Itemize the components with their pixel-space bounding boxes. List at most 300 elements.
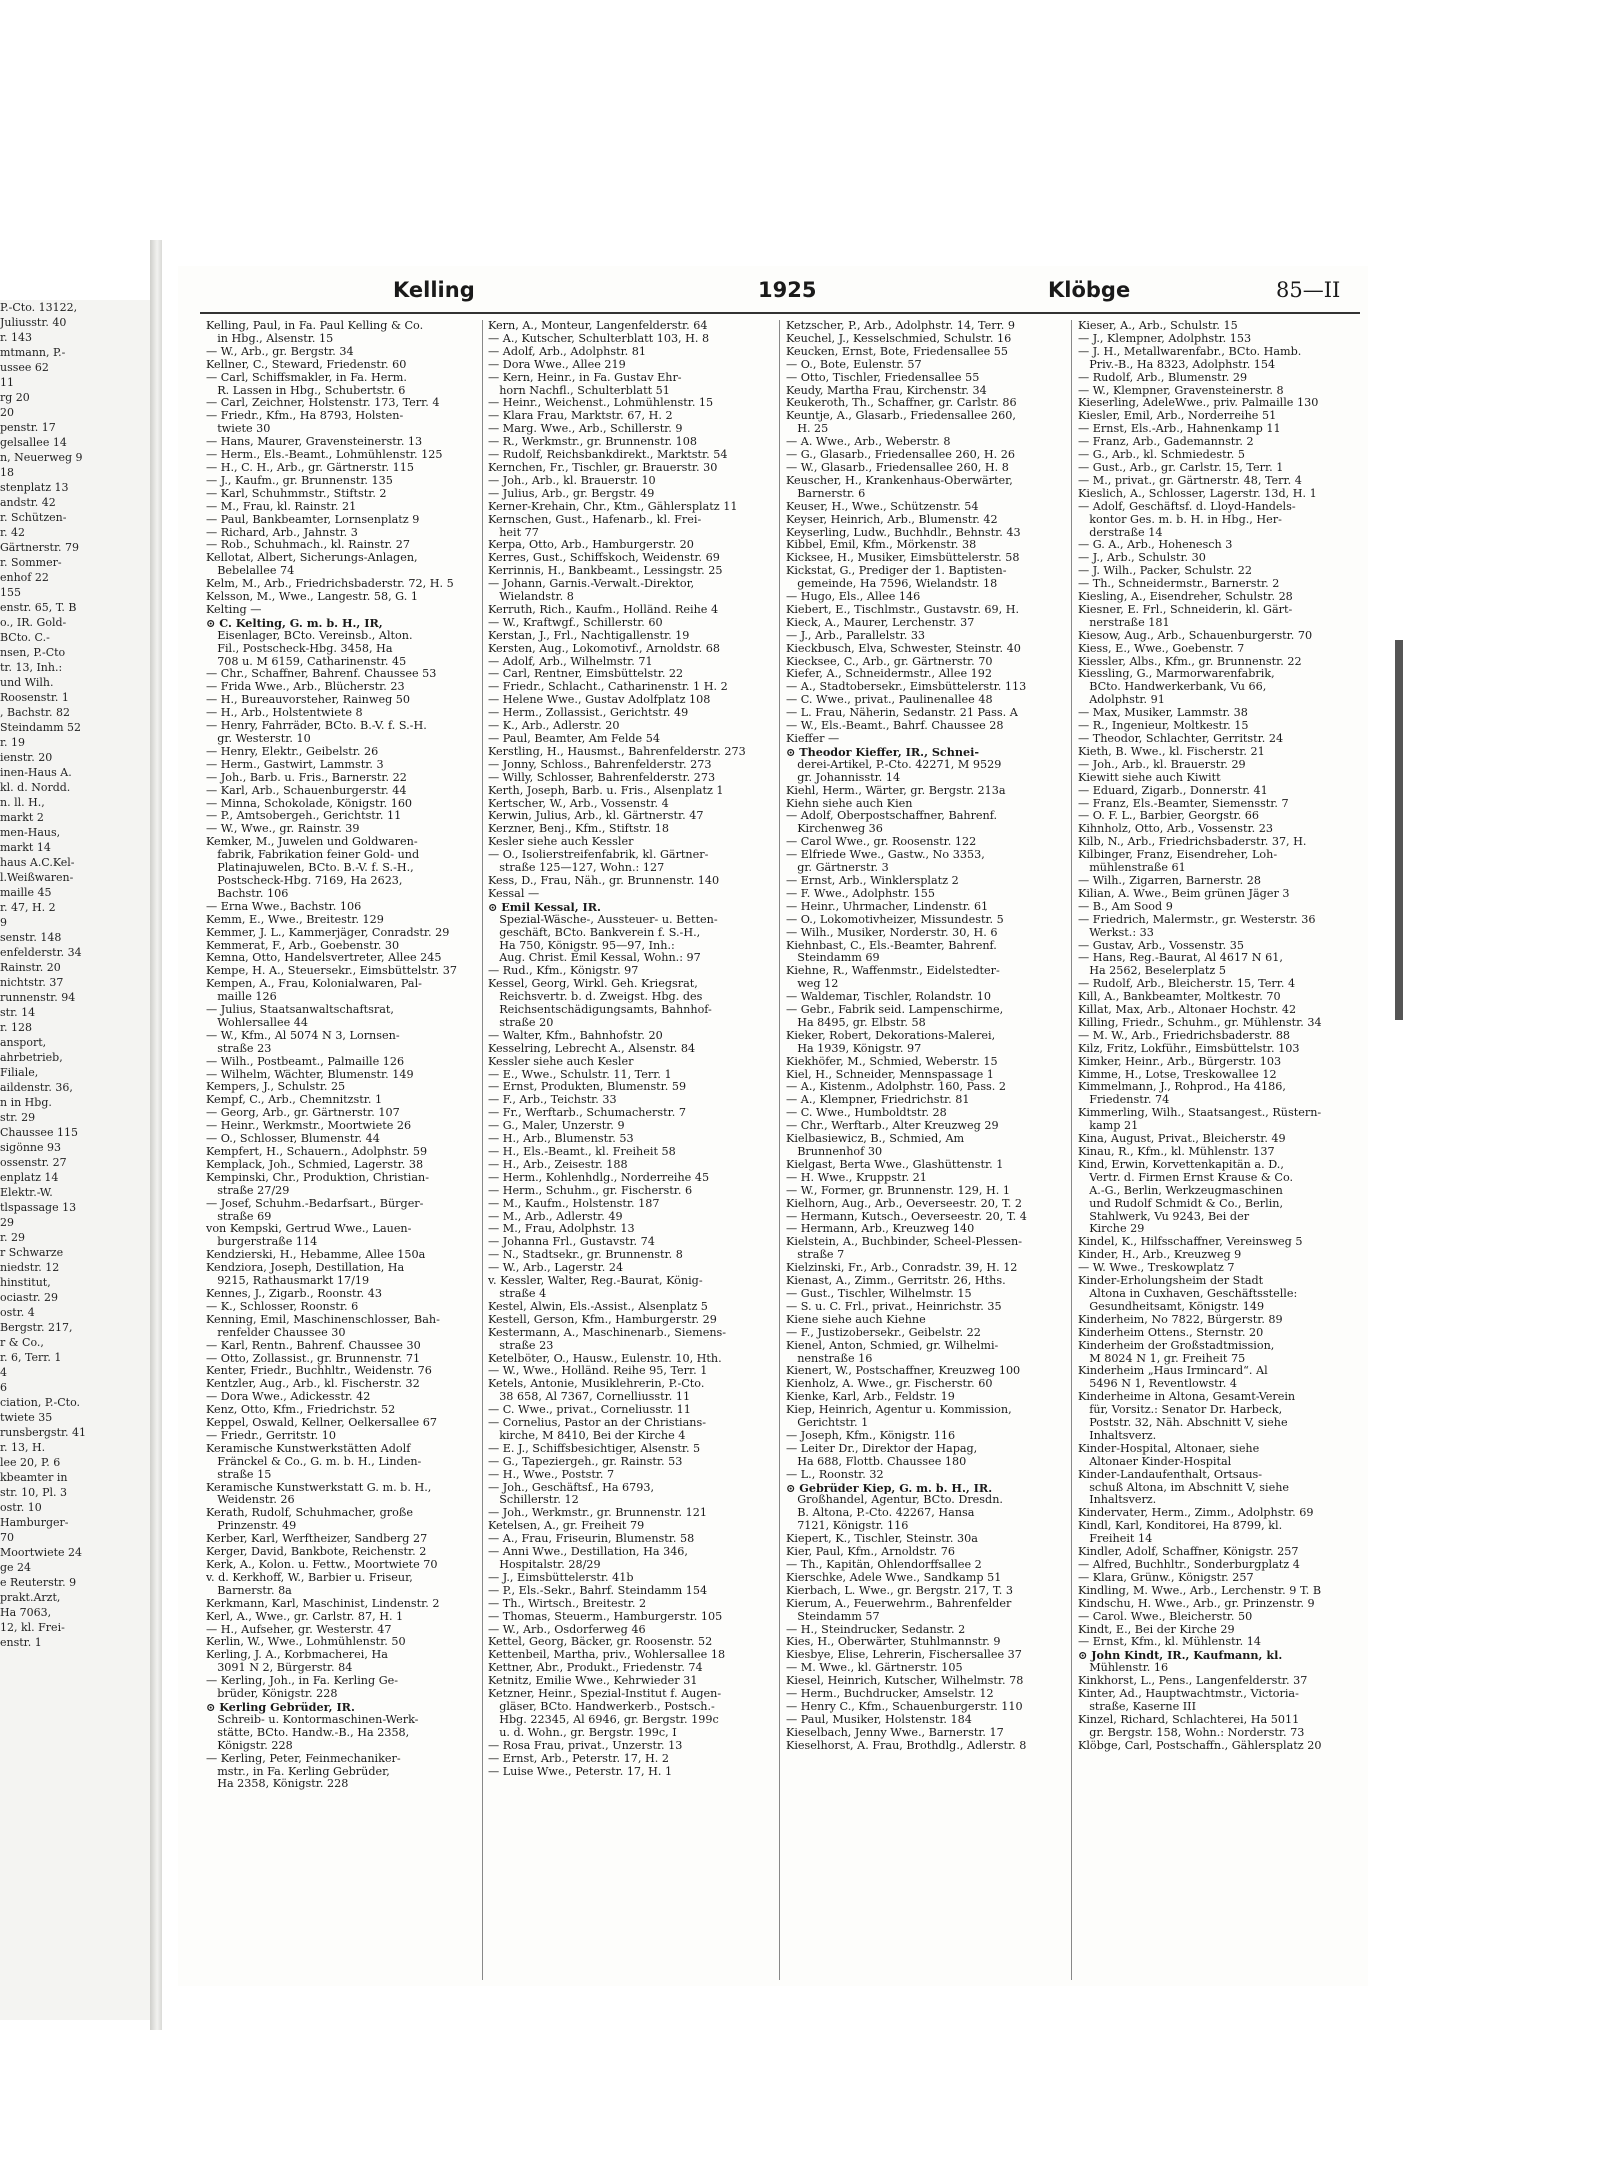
directory-entry-line: Kiehne, R., Waffenmstr., Eidelstedter- — [786, 965, 1000, 978]
fragment-line: men-Haus, — [0, 826, 61, 839]
fragment-line: tr. 13, Inh.: — [0, 661, 63, 674]
directory-entry-line: — W., Klempner, Gravensteinerstr. 8 — [1078, 384, 1284, 397]
directory-entry-line: Kierbach, L. Wwe., gr. Bergstr. 217, T. 3 — [786, 1584, 1013, 1597]
directory-entry-line: — Kerling, Joh., in Fa. Kerling Ge- — [206, 1675, 399, 1688]
directory-entry-line: Eisenlager, BCto. Vereinsb., Alton. — [206, 629, 413, 642]
directory-entry-line: — Franz, Els.-Beamter, Siemensstr. 7 — [1078, 797, 1289, 810]
directory-entry-line: — Leiter Dr., Direktor der Hapag, — [786, 1442, 978, 1455]
fragment-line: runnenstr. 94 — [0, 991, 76, 1004]
directory-entry-line: Kieser, A., Arb., Schulstr. 15 — [1078, 320, 1238, 332]
directory-entry-line: Kendzierski, H., Hebamme, Allee 150a — [206, 1249, 426, 1262]
directory-entry-line: — A., Kistenm., Adolphstr. 160, Pass. 2 — [786, 1081, 1007, 1094]
directory-entry-line: Ketzner, Heinr., Spezial-Institut f. Augen- — [488, 1688, 722, 1701]
directory-entry-line: — Fr., Werftarb., Schumacherstr. 7 — [488, 1107, 686, 1120]
directory-entry-line: Kenning, Emil, Maschinenschlosser, Bah- — [206, 1313, 440, 1326]
directory-entry-line: straße 69 — [206, 1210, 272, 1223]
directory-entry-line: Vertr. d. Firmen Ernst Krause & Co. — [1078, 1171, 1294, 1184]
fragment-line: twiete 35 — [0, 1411, 53, 1424]
directory-entry-line: Kerk, A., Kolon. u. Fettw., Moortwiete 70 — [206, 1559, 438, 1571]
fragment-line: haus A.C.Kel- — [0, 856, 75, 869]
directory-entry-line: Kielzinski, Fr., Arb., Conradstr. 39, H. 12 — [786, 1262, 1018, 1275]
directory-entry-line: — Ernst, Arb., Winklersplatz 2 — [786, 874, 959, 887]
directory-entry-line: — A., Frau, Friseurin, Blumenstr. 58 — [488, 1533, 695, 1546]
fragment-line: enstr. 65, T. B — [0, 601, 77, 614]
directory-entry-line: Kerkmann, Karl, Maschinist, Lindenstr. 2 — [206, 1597, 440, 1610]
directory-entry-line: — M., Frau, kl. Rainstr. 21 — [206, 500, 357, 513]
directory-entry-line: — Carl, Rentner, Eimsbüttelstr. 22 — [488, 668, 684, 681]
directory-entry-line: — O. F. L., Barbier, Georgstr. 66 — [1078, 810, 1259, 823]
directory-entry-line: Kenz, Otto, Kfm., Friedrichstr. 52 — [206, 1404, 396, 1417]
directory-entry-line: — Hugo, Els., Allee 146 — [786, 591, 921, 604]
directory-entry-line: Kersten, Aug., Lokomotivf., Arnoldstr. 68 — [488, 642, 720, 655]
directory-entry-line: — Rudolf, Reichsbankdirekt., Marktstr. 54 — [488, 449, 728, 462]
directory-entry-line: — H., Wwe., Poststr. 7 — [488, 1468, 615, 1481]
directory-entry-line: Kendziora, Joseph, Destillation, Ha — [206, 1262, 405, 1275]
directory-entry-line: und Rudolf Schmidt & Co., Berlin, — [1078, 1197, 1284, 1210]
directory-entry-line: — N., Stadtsekr., gr. Brunnenstr. 8 — [488, 1249, 683, 1262]
directory-entry-line: — Adolf, Arb., Wilhelmstr. 71 — [488, 655, 653, 668]
directory-entry-line: — Joh., Werkmstr., gr. Brunnenstr. 121 — [488, 1507, 708, 1520]
fragment-line: ociastr. 29 — [0, 1291, 58, 1304]
directory-entry-line: Killing, Friedr., Schuhm., gr. Mühlenstr. 34 — [1078, 1016, 1322, 1029]
directory-entry-line: Kinder-Erholungsheim der Stadt — [1078, 1275, 1264, 1288]
directory-entry-line: — Adolf, Arb., Adolphstr. 81 — [488, 345, 647, 358]
directory-entry-line: Kerstling, H., Hausmst., Bahrenfelderstr. 273 — [488, 745, 746, 758]
directory-entry-line: Killat, Max, Arb., Altonaer Hochstr. 42 — [1078, 1004, 1297, 1017]
directory-entry-line: Kerstan, J., Frl., Nachtigallenstr. 19 — [488, 629, 690, 642]
directory-entry-line: u. d. Wohn., gr. Bergstr. 199c, I — [488, 1726, 677, 1739]
fragment-line: r. 47, H. 2 — [0, 901, 56, 914]
directory-entry-line: Kindling, M. Wwe., Arb., Lerchenstr. 9 T. B — [1078, 1584, 1322, 1597]
directory-entry-line: stätte, BCto. Handw.-B., Ha 2358, — [206, 1726, 410, 1739]
directory-entry-line: Gesundheitsamt, Königstr. 149 — [1078, 1300, 1265, 1313]
fragment-line: Chaussee 115 — [0, 1126, 78, 1139]
directory-entry-line: — Friedrich, Malermstr., gr. Westerstr. 36 — [1078, 913, 1316, 926]
directory-entry-line: — L. Frau, Näherin, Sedanstr. 21 Pass. A — [786, 707, 1018, 720]
directory-entry-line: Keukeroth, Th., Schaffner, gr. Carlstr. 86 — [786, 397, 1017, 410]
directory-entry-line: — H., Els.-Beamt., kl. Freiheit 58 — [488, 1146, 676, 1158]
directory-entry-line: weg 12 — [786, 978, 839, 991]
directory-entry-line: Kern, A., Monteur, Langenfelderstr. 64 — [488, 320, 708, 332]
directory-entry-line: mstr., in Fa. Kerling Gebrüder, — [206, 1765, 390, 1778]
column-divider — [1071, 320, 1072, 1980]
fragment-line: r Schwarze — [0, 1246, 64, 1259]
directory-entry-line: — M., privat., gr. Gärtnerstr. 48, Terr. 4 — [1078, 474, 1302, 487]
directory-entry-line: Kilbinger, Franz, Eisendreher, Loh- — [1078, 849, 1278, 862]
directory-entry-line: — W., Former, gr. Brunnenstr. 129, H. 1 — [786, 1184, 1010, 1197]
directory-entry-line: v. d. Kerkhoff, W., Barbier u. Friseur, — [206, 1571, 413, 1584]
directory-entry-line: straße 27/29 — [206, 1184, 290, 1197]
directory-entry-line: — Joh., Arb., kl. Brauerstr. 10 — [488, 474, 656, 487]
directory-entry-line: — M., Kaufm., Holstenstr. 187 — [488, 1197, 660, 1210]
directory-entry-line: Aug. Christ. Emil Kessal, Wohn.: 97 — [488, 952, 701, 965]
fragment-line: r. 29 — [0, 1231, 26, 1244]
directory-entry-line: — Georg, Arb., gr. Gärtnerstr. 107 — [206, 1107, 400, 1120]
directory-entry-line: Kieffer — — [786, 733, 840, 745]
directory-entry-line: Ketelsen, A., gr. Freiheit 79 — [488, 1520, 645, 1533]
directory-entry-line: — Elfriede Wwe., Gastw., No 3353, — [786, 849, 985, 862]
directory-entry-line: straße 23 — [206, 1042, 272, 1055]
directory-entry-line: — Gust., Arb., gr. Carlstr. 15, Terr. 1 — [1078, 461, 1284, 474]
directory-entry-line: ⊙ C. Kelting, G. m. b. H., IR, — [206, 616, 383, 630]
directory-entry-line: B. Altona, P.-Cto. 42267, Hansa — [786, 1507, 975, 1520]
directory-entry-line: — Wilhelm, Wächter, Blumenstr. 149 — [206, 1068, 414, 1081]
fragment-line: runsbergstr. 41 — [0, 1426, 87, 1439]
directory-entry-line: Ketelböter, O., Hausw., Eulenstr. 10, Hth. — [488, 1352, 722, 1365]
directory-entry-line: Barnerstr. 6 — [786, 487, 866, 500]
directory-entry-line: — Carl, Schiffsmakler, in Fa. Herm. — [206, 371, 407, 384]
fragment-line: kl. d. Nordd. — [0, 781, 71, 794]
directory-entry-line: 3091 N 2, Bürgerstr. 84 — [206, 1662, 353, 1675]
directory-entry-line: Kiep, Heinrich, Agentur u. Kommission, — [786, 1404, 1012, 1417]
fragment-line: 70 — [0, 1531, 14, 1544]
directory-entry-line: Klöbge, Carl, Postschaffn., Gählersplatz 20 — [1078, 1739, 1322, 1752]
fragment-line: ostr. 4 — [0, 1306, 35, 1319]
directory-entry-line: Reichsentschädigungsamts, Bahnhof- — [488, 1004, 712, 1017]
directory-entry-line: Kiesbye, Elise, Lehrerin, Fischersallee 37 — [786, 1649, 1022, 1662]
directory-entry-line: — Klara, Grünw., Königstr. 257 — [1078, 1571, 1254, 1584]
directory-entry-line: — Joh., Geschäftsf., Ha 6793, — [488, 1481, 655, 1494]
directory-entry-line: kamp 21 — [1078, 1120, 1139, 1133]
directory-entry-line: Kimme, H., Lotse, Treskowallee 12 — [1078, 1068, 1277, 1081]
directory-entry-line: Barnerstr. 8a — [206, 1584, 292, 1597]
fragment-line: inen-Haus A. — [0, 766, 72, 779]
directory-entry-line: — P., Els.-Sekr., Bahrf. Steindamm 154 — [488, 1584, 708, 1597]
directory-entry-line: — Anni Wwe., Destillation, Ha 346, — [488, 1546, 688, 1559]
directory-entry-line: Kellotat, Albert, Sicherungs-Anlagen, — [206, 552, 418, 565]
fragment-line: 11 — [0, 376, 14, 389]
directory-entry-line: — Julius, Arb., gr. Bergstr. 49 — [488, 487, 655, 500]
directory-entry-line: Kirchenweg 36 — [786, 823, 883, 836]
directory-entry-line: — G., Glasarb., Friedensallee 260, H. 26 — [786, 449, 1015, 462]
directory-entry-line: Kessler siehe auch Kesler — [488, 1055, 634, 1068]
directory-entry-line: Kind, Erwin, Korvettenkapitän a. D., — [1078, 1158, 1284, 1171]
directory-entry-line: Ketels, Antonie, Musiklehrerin, P.-Cto. — [488, 1378, 705, 1391]
directory-entry-line: — Kerling, Peter, Feinmechaniker- — [206, 1752, 401, 1765]
directory-entry-line: — G., Tapeziergeh., gr. Rainstr. 53 — [488, 1455, 683, 1468]
directory-entry-line: Kinder-Hospital, Altonaer, siehe — [1078, 1442, 1260, 1455]
directory-entry-line: Kindler, Adolf, Schaffner, Königstr. 257 — [1078, 1546, 1299, 1559]
directory-entry-line: Kier, Paul, Kfm., Arnoldstr. 76 — [786, 1546, 955, 1559]
column-divider — [482, 320, 483, 1980]
directory-entry-line: Keppel, Oswald, Kellner, Oelkersallee 67 — [206, 1417, 437, 1430]
directory-entry-line: — Dora Wwe., Adickesstr. 42 — [206, 1391, 371, 1404]
fragment-line: andstr. 42 — [0, 496, 56, 509]
directory-entry-line: — J., Eimsbüttelerstr. 41b — [488, 1571, 634, 1584]
column-1 — [206, 320, 478, 1980]
fragment-line: r. 143 — [0, 331, 33, 344]
directory-entry-line: Kerwin, Julius, Arb., kl. Gärtnerstr. 47 — [488, 810, 704, 823]
directory-entry-line: von Kempski, Gertrud Wwe., Lauen- — [206, 1223, 412, 1236]
fragment-line: str. 14 — [0, 1006, 36, 1019]
directory-entry-line: Kesler siehe auch Kessler — [488, 836, 634, 849]
directory-entry-line: Kienholz, A. Wwe., gr. Fischerstr. 60 — [786, 1378, 993, 1391]
directory-entry-line: — W. Wwe., Treskowplatz 7 — [1078, 1262, 1235, 1275]
directory-entry-line: — A., Klempner, Friedrichstr. 81 — [786, 1094, 970, 1107]
directory-entry-line: Keyser, Heinrich, Arb., Blumenstr. 42 — [786, 513, 998, 526]
directory-entry-line: Ha 2562, Beselerplatz 5 — [1078, 965, 1226, 978]
fragment-line: ansport, — [0, 1036, 47, 1049]
directory-entry-line: renfelder Chaussee 30 — [206, 1326, 346, 1339]
directory-entry-line: straße 20 — [488, 1016, 554, 1029]
directory-entry-line: Kiehnbast, C., Els.-Beamter, Bahrenf. — [786, 939, 997, 952]
directory-entry-line: Kettel, Georg, Bäcker, gr. Roosenstr. 52 — [488, 1636, 713, 1649]
directory-entry-line: — F., Justizobersekr., Geibelstr. 22 — [786, 1326, 981, 1339]
directory-entry-line: Kerner-Krehain, Chr., Ktm., Gählersplatz 11 — [488, 500, 738, 513]
directory-entry-line: Kinzel, Richard, Schlachterei, Ha 5011 — [1078, 1713, 1300, 1726]
directory-entry-line: Kies, H., Oberwärter, Stuhlmannstr. 9 — [786, 1636, 1001, 1649]
directory-entry-line: — Alfred, Buchhltr., Sonderburgplatz 4 — [1078, 1559, 1300, 1571]
fragment-line: r. 19 — [0, 736, 26, 749]
directory-entry-line: Kinder, H., Arb., Kreuzweg 9 — [1078, 1249, 1242, 1262]
fragment-line: ge 24 — [0, 1561, 32, 1574]
directory-entry-line: Kemmerat, F., Arb., Goebenstr. 30 — [206, 939, 400, 952]
directory-entry-line: schuß Altona, im Abschnitt V, siehe — [1078, 1481, 1290, 1494]
directory-entry-line: — Paul, Beamter, Am Felde 54 — [488, 733, 660, 745]
directory-entry-line: — J., Kaufm., gr. Brunnenstr. 135 — [206, 474, 393, 487]
directory-entry-line: — W., Kfm., Al 5074 N 3, Lornsen- — [206, 1029, 400, 1042]
fragment-line: ahrbetrieb, — [0, 1051, 63, 1064]
directory-entry-line: Hospitalstr. 28/29 — [488, 1559, 601, 1571]
directory-entry-line: Kieserling, AdeleWwe., priv. Palmaille 130 — [1078, 397, 1319, 410]
directory-entry-line: geschäft, BCto. Bankverein f. S.-H., — [488, 926, 701, 939]
directory-entry-line: — Carol. Wwe., Bleicherstr. 50 — [1078, 1610, 1253, 1623]
directory-entry-line: Kiesner, E. Frl., Schneiderin, kl. Gärt- — [1078, 603, 1293, 616]
fragment-line: Rainstr. 20 — [0, 961, 61, 974]
fragment-line: penstr. 17 — [0, 421, 56, 434]
directory-entry-line: — Ernst, Arb., Peterstr. 17, H. 2 — [488, 1752, 669, 1765]
directory-entry-line: 9215, Rathausmarkt 17/19 — [206, 1275, 370, 1288]
fragment-line: r & Co., — [0, 1336, 44, 1349]
fragment-line: ussee 62 — [0, 361, 49, 374]
directory-entry-line: — Gust., Tischler, Wilhelmstr. 15 — [786, 1287, 972, 1300]
fragment-line: 4 — [0, 1366, 7, 1379]
directory-entry-line: H. 25 — [786, 423, 829, 436]
directory-entry-line: Bachstr. 106 — [206, 887, 289, 900]
directory-entry-line: Keucken, Ernst, Bote, Friedensallee 55 — [786, 345, 1009, 358]
directory-entry-line: — G., Maler, Unzerstr. 9 — [488, 1120, 625, 1133]
column-divider — [779, 320, 780, 1980]
directory-entry-line: straße 4 — [488, 1287, 547, 1300]
fragment-line: Bergstr. 217, — [0, 1321, 73, 1334]
directory-entry-line: Fil., Postscheck-Hbg. 3458, Ha — [206, 642, 393, 655]
directory-entry-line: Poststr. 32, Näh. Abschnitt V, siehe — [1078, 1417, 1288, 1430]
directory-entry-line: Kielbasiewicz, B., Schmied, Am — [786, 1133, 965, 1146]
directory-entry-line: Kerzner, Benj., Kfm., Stiftstr. 18 — [488, 823, 670, 836]
directory-entry-line: — Th., Schneidermstr., Barnerstr. 2 — [1078, 578, 1280, 591]
directory-entry-line: — Gebr., Fabrik seid. Lampenschirme, — [786, 1004, 1004, 1017]
directory-entry-line: maille 126 — [206, 991, 277, 1004]
directory-entry-line: — W., Kraftwgf., Schillerstr. 60 — [488, 616, 663, 629]
directory-entry-line: — Friedr., Schlacht., Catharinenstr. 1 H. 2 — [488, 681, 728, 694]
directory-entry-line: Kemker, M., Juwelen und Goldwaren- — [206, 836, 418, 849]
directory-entry-line: Mühlenstr. 16 — [1078, 1662, 1169, 1675]
directory-entry-line: — Hans, Reg.-Baurat, Al 4617 N 61, — [1078, 952, 1283, 965]
directory-entry-line: Kiekhöfer, M., Schmied, Weberstr. 15 — [786, 1055, 998, 1068]
directory-entry-line: Kesselring, Lebrecht A., Alsenstr. 84 — [488, 1042, 696, 1055]
directory-entry-line: 5496 N 1, Reventlowstr. 4 — [1078, 1378, 1237, 1391]
directory-entry-line: Kickstat, G., Prediger der 1. Baptisten- — [786, 565, 1007, 578]
directory-entry-line: — Heinr., Werkmstr., Moortwiete 26 — [206, 1120, 412, 1133]
directory-entry-line: Fränckel & Co., G. m. b. H., Linden- — [206, 1455, 422, 1468]
directory-entry-line: — Julius, Staatsanwaltschaftsrat, — [206, 1004, 394, 1017]
directory-entry-line: Keudy, Martha Frau, Kirchenstr. 34 — [786, 384, 987, 397]
directory-entry-line: Kiehl, Herm., Wärter, gr. Bergstr. 213a — [786, 784, 1006, 797]
directory-entry-line: derei-Artikel, P.-Cto. 42271, M 9529 — [786, 758, 1002, 771]
directory-entry-line: Kemna, Otto, Handelsvertreter, Allee 245 — [206, 952, 442, 965]
directory-entry-line: — Herm., Zollassist., Gerichtstr. 49 — [488, 707, 689, 720]
directory-entry-line: Kicksee, H., Musiker, Eimsbüttelerstr. 58 — [786, 552, 1020, 565]
directory-entry-line: — Hermann, Arb., Kreuzweg 140 — [786, 1223, 975, 1236]
directory-entry-line: Kieselhorst, A. Frau, Brothdlg., Adlerstr. 8 — [786, 1739, 1027, 1752]
directory-entry-line: — O., Bote, Eulenstr. 57 — [786, 358, 922, 371]
directory-entry-line: — H., Arb., Zeisestr. 188 — [488, 1158, 628, 1171]
directory-entry-line: Keyserling, Ludw., Buchhdlr., Behnstr. 43 — [786, 526, 1021, 539]
directory-entry-line: Kiessler, Albs., Kfm., gr. Brunnenstr. 22 — [1078, 655, 1302, 668]
directory-entry-line: Freiheit 14 — [1078, 1533, 1153, 1546]
directory-entry-line: Kinderheim Ottens., Sternstr. 20 — [1078, 1326, 1264, 1339]
fragment-line: enfelderstr. 34 — [0, 946, 82, 959]
directory-entry-line: — Hans, Maurer, Gravensteinerstr. 13 — [206, 436, 423, 449]
directory-entry-line: Kiene siehe auch Kiehne — [786, 1313, 926, 1326]
directory-entry-line: Kienke, Karl, Arb., Feldstr. 19 — [786, 1391, 955, 1404]
directory-entry-line: Kiecksee, C., Arb., gr. Gärtnerstr. 70 — [786, 655, 993, 668]
fragment-line: maille 45 — [0, 886, 52, 899]
directory-entry-line: Ketzscher, P., Arb., Adolphstr. 14, Terr. 9 — [786, 320, 1015, 332]
directory-entry-line: Keuchel, J., Kesselschmied, Schulstr. 16 — [786, 332, 1012, 345]
directory-entry-line: Kindervater, Herm., Zimm., Adolphstr. 69 — [1078, 1507, 1314, 1520]
directory-entry-line: BCto. Handwerkerbank, Vu 66, — [1078, 681, 1267, 694]
directory-entry-line: Kempinski, Chr., Produktion, Christian- — [206, 1171, 430, 1184]
directory-entry-line: — Karl, Schuhmmstr., Stiftstr. 2 — [206, 487, 387, 500]
directory-entry-line: 7121, Königstr. 116 — [786, 1520, 909, 1533]
directory-entry-line: Hbg. 22345, Al 6946, gr. Bergstr. 199c — [488, 1713, 719, 1726]
directory-entry-line: — M., Frau, Adolphstr. 13 — [488, 1223, 635, 1236]
directory-entry-line: Kiebert, E., Tischlmstr., Gustavstr. 69, H. — [786, 603, 1020, 616]
directory-page — [178, 266, 1368, 1986]
directory-entry-line: Kirche 29 — [1078, 1223, 1145, 1236]
directory-entry-line: ⊙ Emil Kessal, IR. — [488, 900, 601, 914]
directory-entry-line: Kimker, Heinr., Arb., Bürgerstr. 103 — [1078, 1055, 1282, 1068]
directory-entry-line: Kettenbeil, Martha, priv., Wohlersallee 18 — [488, 1649, 726, 1662]
directory-entry-line: Kiess, E., Wwe., Goebenstr. 7 — [1078, 642, 1245, 655]
fragment-line: Ha 7063, — [0, 1606, 52, 1619]
directory-entry-line: — Jonny, Schloss., Bahrenfelderstr. 273 — [488, 758, 712, 771]
fragment-line: P.-Cto. 13122, — [0, 301, 78, 314]
directory-entry-line: Inhaltsverz. — [1078, 1429, 1157, 1442]
fragment-line: 6 — [0, 1381, 7, 1394]
directory-entry-line: Friedenstr. 74 — [1078, 1094, 1170, 1107]
directory-entry-line: — Ernst, Kfm., kl. Mühlenstr. 14 — [1078, 1636, 1262, 1649]
directory-entry-line: — Friedr., Gerritstr. 10 — [206, 1429, 337, 1442]
directory-entry-line: Kelting — — [206, 603, 262, 616]
directory-entry-line: nenstraße 16 — [786, 1352, 873, 1365]
directory-entry-line: Kenter, Friedr., Buchhltr., Weidenstr. 76 — [206, 1365, 432, 1378]
directory-entry-line: kontor Ges. m. b. H. in Hbg., Her- — [1078, 513, 1282, 526]
directory-entry-line: — H., Arb., Holstentwiete 8 — [206, 707, 363, 720]
directory-entry-line: nerstraße 181 — [1078, 616, 1170, 629]
directory-entry-line: Kibbel, Emil, Kfm., Mörkenstr. 38 — [786, 539, 977, 552]
directory-entry-line: ⊙ John Kindt, IR., Kaufmann, kl. — [1078, 1649, 1283, 1663]
directory-entry-line: Kernchen, Fr., Tischler, gr. Brauerstr. 30 — [488, 461, 718, 474]
directory-entry-line: Schreib- u. Kontormaschinen-Werk- — [206, 1713, 419, 1726]
fragment-line: ostr. 10 — [0, 1501, 42, 1514]
directory-entry-line: Kindl, Karl, Konditorei, Ha 8799, kl. — [1078, 1520, 1283, 1533]
fragment-line: BCto. C.- — [0, 631, 50, 644]
directory-entry-line: — Minna, Schokolade, Königstr. 160 — [206, 797, 413, 810]
directory-entry-line: Keramische Kunstwerkstätten Adolf — [206, 1442, 411, 1455]
directory-entry-line: Kemplack, Joh., Schmied, Lagerstr. 38 — [206, 1158, 424, 1171]
directory-entry-line: — Walter, Kfm., Bahnhofstr. 20 — [488, 1029, 663, 1042]
fragment-line: r. 128 — [0, 1021, 33, 1034]
directory-entry-line: — A., Stadtobersekr., Eimsbüttelerstr. 113 — [786, 681, 1027, 694]
directory-entry-line: — Rudolf, Arb., Bleicherstr. 15, Terr. 4 — [1078, 978, 1296, 991]
directory-entry-line: — Joh., Arb., kl. Brauerstr. 29 — [1078, 758, 1246, 771]
directory-entry-line: ⊙ Gebrüder Kiep, G. m. b. H., IR. — [786, 1481, 993, 1495]
page-header — [178, 278, 1368, 308]
directory-entry-line: Kilz, Fritz, Lokführ., Eimsbüttelstr. 103 — [1078, 1042, 1300, 1055]
directory-entry-line: Kerth, Joseph, Barb. u. Fris., Alsenplatz 1 — [488, 784, 724, 797]
directory-entry-line: — Thomas, Steuerm., Hamburgerstr. 105 — [488, 1610, 723, 1623]
directory-entry-line: Kienel, Anton, Schmied, gr. Wilhelmi- — [786, 1339, 999, 1352]
directory-entry-line: Kiesel, Heinrich, Kutscher, Wilhelmstr. 78 — [786, 1675, 1024, 1688]
directory-entry-line: straße 15 — [206, 1468, 272, 1481]
directory-entry-line: 38 658, Al 7367, Cornelliusstr. 11 — [488, 1391, 691, 1404]
directory-entry-line: Ha 2358, Königstr. 228 — [206, 1778, 349, 1791]
fragment-line: Moortwiete 24 — [0, 1546, 83, 1559]
directory-entry-line: — Herm., Buchdrucker, Amselstr. 12 — [786, 1688, 994, 1701]
directory-entry-line: Kempf, C., Arb., Chemnitzstr. 1 — [206, 1094, 383, 1107]
directory-entry-line: Ketnitz, Emilie Wwe., Kehrwieder 31 — [488, 1675, 698, 1688]
directory-entry-line: — H., Aufseher, gr. Westerstr. 47 — [206, 1623, 392, 1636]
directory-entry-line: Inhaltsverz. — [1078, 1494, 1157, 1507]
fragment-line: niedstr. 12 — [0, 1261, 60, 1274]
directory-entry-line: Kerl, A., Wwe., gr. Carlstr. 87, H. 1 — [206, 1610, 404, 1623]
directory-entry-line: — Herm., Schuhm., gr. Fischerstr. 6 — [488, 1184, 693, 1197]
fragment-line: str. 29 — [0, 1111, 36, 1124]
directory-entry-line: Kinderheim, No 7822, Bürgerstr. 89 — [1078, 1313, 1283, 1326]
directory-entry-line: Kemm, E., Wwe., Breitestr. 129 — [206, 913, 384, 926]
directory-entry-line: — K., Arb., Adlerstr. 20 — [488, 720, 620, 733]
directory-entry-line: — Henry, Fahrräder, BCto. B.-V. f. S.-H. — [206, 720, 427, 733]
fragment-line: Filiale, — [0, 1066, 39, 1079]
directory-entry-line: fabrik, Fabrikation feiner Gold- und — [206, 849, 420, 862]
directory-entry-line: — E., Wwe., Schulstr. 11, Terr. 1 — [488, 1068, 672, 1081]
fragment-line: gelsallee 14 — [0, 436, 67, 449]
directory-entry-line: — S. u. C. Frl., privat., Heinrichstr. 35 — [786, 1300, 1002, 1313]
directory-entry-line: Kiesow, Aug., Arb., Schauenburgerstr. 70 — [1078, 629, 1313, 642]
fragment-line: enplatz 14 — [0, 1171, 59, 1184]
directory-entry-line: — P., Amtsobergeh., Gerichtstr. 11 — [206, 810, 402, 823]
directory-entry-line: — F. Wwe., Adolphstr. 155 — [786, 887, 935, 900]
directory-entry-line: Kerpa, Otto, Arb., Hamburgerstr. 20 — [488, 539, 694, 552]
directory-entry-line: Kestel, Alwin, Els.-Assist., Alsenplatz 5 — [488, 1300, 708, 1313]
fragment-line: Steindamm 52 — [0, 721, 82, 734]
directory-entry-line: — Max, Musiker, Lammstr. 38 — [1078, 707, 1248, 720]
directory-entry-line: Keuntje, A., Glasarb., Friedensallee 260, — [786, 410, 1016, 423]
directory-entry-line: Kihnholz, Otto, Arb., Vossenstr. 23 — [1078, 823, 1273, 836]
directory-entry-line: — Josef, Schuhm.-Bedarfsart., Bürger- — [206, 1197, 424, 1210]
directory-entry-line: — Adolf, Geschäftsf. d. Lloyd-Handels- — [1078, 500, 1296, 513]
directory-entry-line: — Henry C., Kfm., Schauenburgerstr. 110 — [786, 1700, 1023, 1713]
directory-entry-line: Kertscher, W., Arb., Vossenstr. 4 — [488, 797, 669, 810]
directory-entry-line: Kerres, Gust., Schiffskoch, Weidenstr. 69 — [488, 552, 720, 565]
adjacent-page-fragment — [0, 300, 153, 2020]
directory-entry-line: Kienast, A., Zimm., Gerritstr. 26, Hths. — [786, 1275, 1006, 1288]
directory-entry-line: Kemmer, J. L., Kammerjäger, Conradstr. 29 — [206, 926, 450, 939]
page-number: 85—II — [1276, 278, 1341, 302]
fragment-line: n in Hbg. — [0, 1096, 52, 1109]
